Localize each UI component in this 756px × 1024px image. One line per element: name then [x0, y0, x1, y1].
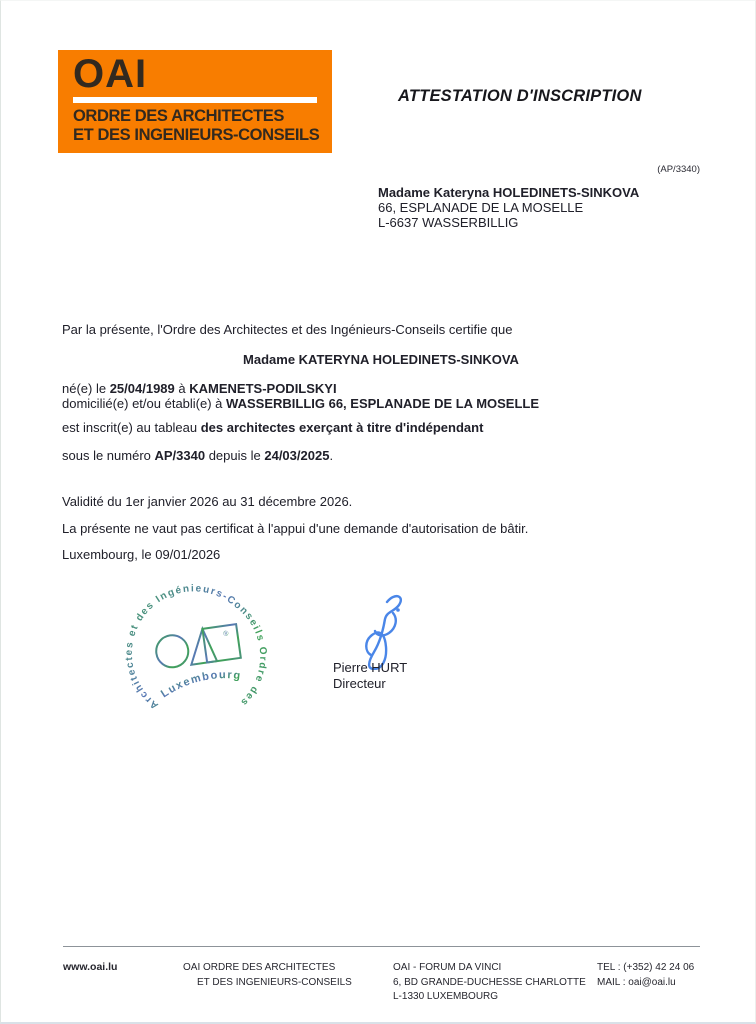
- stamp-registered-mark: ®: [222, 630, 230, 638]
- birth-line: [62, 381, 337, 396]
- member-name-line: Madame KATERYNA HOLEDINETS-SINKOVA: [243, 352, 519, 367]
- birth-date: 25/04/1989: [109, 381, 175, 396]
- footer-org-line2: ET DES INGENIEURS-CONSEILS: [197, 976, 352, 988]
- registration-table: des architectes exerçant à titre d'indépendant: [200, 420, 484, 435]
- footer-addr-line1: OAI - FORUM DA VINCI: [393, 962, 502, 973]
- footer-contact: [597, 961, 694, 990]
- registration-prefix: est inscrit(e) au tableau: [62, 420, 201, 435]
- footer-addr-line2: 6, BD GRANDE-DUCHESSE CHARLOTTE: [393, 976, 586, 988]
- stamp-circle-shape: [154, 633, 190, 669]
- domicile-line: [62, 396, 539, 411]
- oai-logo: [58, 50, 332, 153]
- registration-line: [62, 420, 483, 435]
- signer-title: Directeur: [333, 676, 386, 691]
- footer-website: www.oai.lu: [63, 961, 118, 973]
- recipient-name: Madame Kateryna HOLEDINETS-SINKOVA: [378, 185, 640, 200]
- oai-logo-acronym: OAI: [73, 52, 148, 96]
- footer-organisation: [183, 961, 352, 990]
- recipient-street: 66, ESPLANADE DE LA MOSELLE: [378, 200, 584, 215]
- registration-date: 24/03/2025: [264, 448, 330, 463]
- official-stamp: [118, 574, 274, 738]
- intro-line: Par la présente, l'Ordre des Architectes et des Ingénieurs-Conseils certifie que: [62, 322, 513, 337]
- footer-org-line1: OAI ORDRE DES ARCHITECTES: [183, 962, 336, 973]
- footer-mail: MAIL : oai@oai.lu: [597, 976, 676, 988]
- reference-number: (AP/3340): [657, 164, 700, 175]
- domicile-prefix: domicilié(e) et/ou établi(e) à: [62, 396, 227, 411]
- birth-prefix: né(e) le: [62, 381, 110, 396]
- recipient-city: L-6637 WASSERBILLIG: [378, 215, 519, 230]
- oai-logo-name-line1: ORDRE DES ARCHITECTES: [73, 107, 285, 125]
- number-suffix: .: [329, 448, 334, 463]
- oai-logo-name: [73, 107, 332, 145]
- birth-middle: à: [174, 381, 190, 396]
- footer-tel: TEL : (+352) 42 24 06: [597, 962, 695, 973]
- signer-name: Pierre HURT: [333, 660, 408, 675]
- number-line: [62, 448, 333, 463]
- signature-ink: [345, 590, 427, 670]
- footer-divider: [63, 946, 700, 947]
- registration-number: AP/3340: [154, 448, 206, 463]
- recipient-address-block: [378, 185, 639, 230]
- footer-address: [393, 961, 586, 1005]
- validity-line: Validité du 1er janvier 2026 au 31 décembre 2026.: [62, 494, 353, 509]
- stamp-triangle-shape: [187, 627, 217, 664]
- footer-addr-line3: L-1330 LUXEMBOURG: [393, 991, 499, 1002]
- place-date-line: Luxembourg, le 09/01/2026: [62, 547, 221, 562]
- oai-logo-name-line2: ET DES INGENIEURS-CONSEILS: [73, 126, 320, 144]
- disclaimer-line: La présente ne vaut pas certificat à l'appui d'une demande d'autorisation de bâtir.: [62, 521, 529, 536]
- stamp-inner-text: Luxembourg: [158, 669, 243, 701]
- oai-logo-rule: [73, 97, 317, 103]
- stamp-ring-text: Architectes et des Ingénieurs-Conseils Ordre des: [123, 583, 269, 711]
- document-title: ATTESTATION D'INSCRIPTION: [398, 87, 642, 105]
- number-middle: depuis le: [205, 448, 265, 463]
- birth-place: KAMENETS-PODILSKYI: [189, 381, 337, 396]
- domicile-value: WASSERBILLIG 66, ESPLANADE DE LA MOSELLE: [226, 396, 540, 411]
- number-prefix: sous le numéro: [62, 448, 155, 463]
- signer-block: [333, 660, 407, 692]
